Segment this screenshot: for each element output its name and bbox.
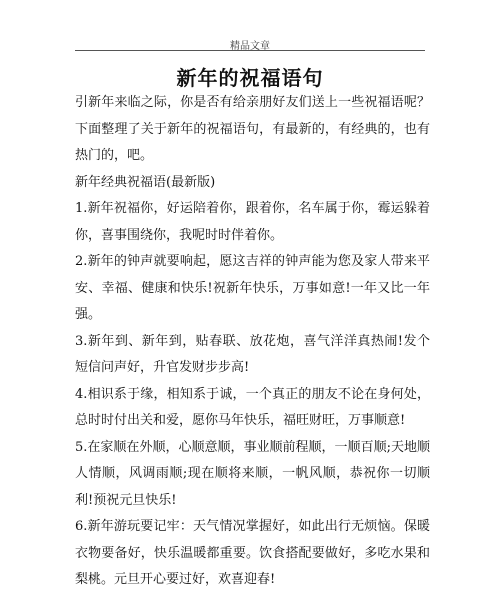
- list-item: 6.新年游玩要记牢：天气情况掌握好，如此出行无烦恼。保暖衣物要备好，快乐温暖都重要。饮食搭配要做好，多吃水果和梨桃。元旦开心要过好，欢喜迎春!: [75, 519, 430, 587]
- header-divider: [75, 50, 425, 51]
- list-item: 1.新年祝福你，好运陪着你，跟着你，名车属于你，霉运躲着你，喜事围绕你，我呢时时伴着你。: [75, 201, 430, 243]
- list-item: 2.新年的钟声就要响起，愿这吉祥的钟声能为您及家人带来平安、幸福、健康和快乐!祝新年快乐，万事如意!一年又比一年强。: [75, 254, 430, 322]
- article-body: [75, 90, 430, 594]
- list-item: 4.相识系于缘，相知系于诚，一个真正的朋友不论在身何处，总时时付出关和爱，愿你马年快乐，福旺财旺，万事顺意!: [75, 386, 430, 428]
- page-title: 新年的祝福语句: [176, 66, 324, 90]
- list-item: 3.新年到、新年到，贴春联、放花炮，喜气洋洋真热闹!发个短信问声好，升官发财步步高!: [75, 333, 430, 375]
- section-heading: 新年经典祝福语(最新版): [75, 174, 216, 190]
- header-label: 精品文章: [230, 41, 270, 52]
- list-item: 5.在家顺在外顺，心顺意顺，事业顺前程顺，一顺百顺;天地顺人情顺，风调雨顺;现在顺将来顺，一帆风顺，恭祝你一切顺利!预祝元旦快乐!: [75, 439, 430, 508]
- intro-paragraph: 引新年来临之际，你是否有给亲朋好友们送上一些祝福语呢？下面整理了关于新年的祝福语句，有最新的，有经典的，也有热门的，吧。: [75, 95, 430, 163]
